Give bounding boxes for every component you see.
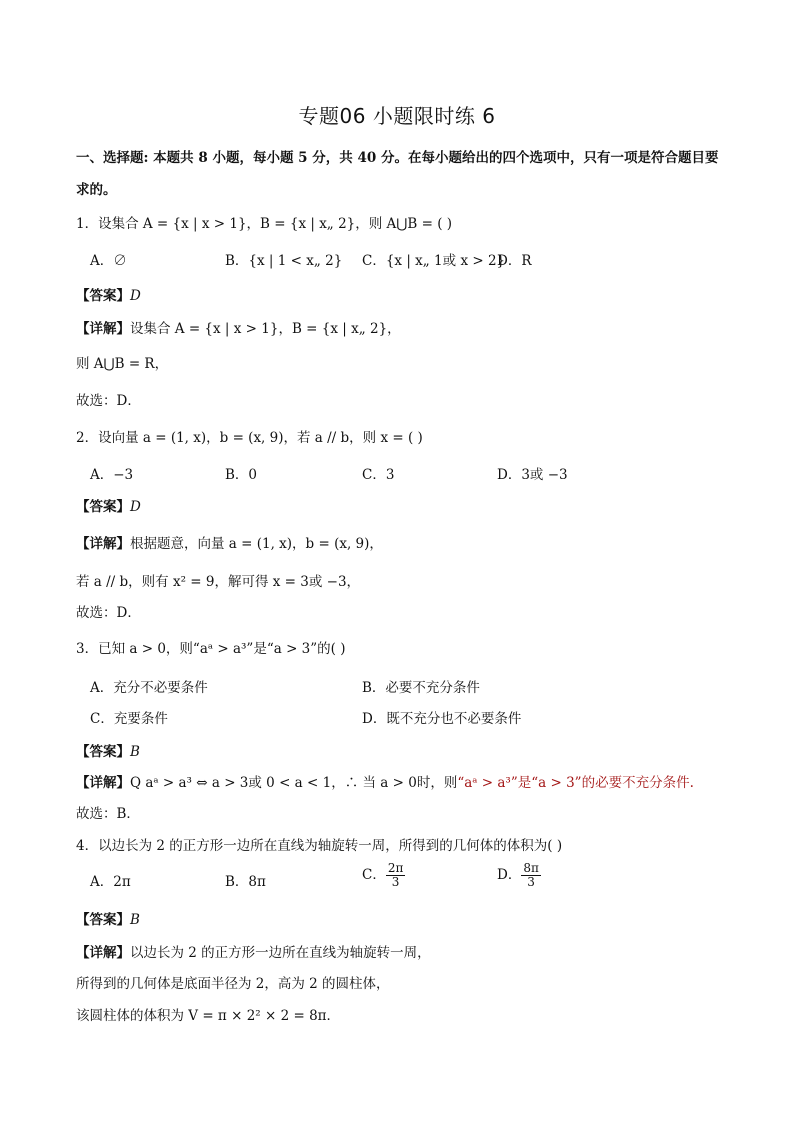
answer-tag: 【答案】 — [76, 744, 130, 760]
q4-option-d-fraction — [521, 862, 541, 889]
q2-option-c: C．3 — [362, 467, 395, 483]
q1-answer-line — [76, 284, 141, 304]
q1-option-b: B．{x | 1 < x„ 2} — [225, 253, 343, 269]
q2-detail-text: 根据题意，向量 a = (1, x)，b = (x, 9)， — [130, 536, 383, 552]
fraction-numerator: 2π — [387, 861, 404, 875]
q4-option-d-label: D． — [497, 867, 522, 883]
q2-stem: 2．设向量 a = (1, x)，b = (x, 9)，若 a // b，则 x = ( ) — [76, 430, 423, 446]
q4-detail-line3: 该圆柱体的体积为 V = π × 2² × 2 = 8π． — [76, 1008, 341, 1024]
answer-tag: 【答案】 — [76, 288, 130, 304]
q2-option-a: A．−3 — [90, 467, 134, 483]
q3-detail-text: Q aᵃ > a³ ⇔ a > 3或 0 < a < 1，∴ 当 a > 0时，则 — [130, 775, 458, 791]
answer-tag: 【答案】 — [76, 912, 130, 928]
q1-detail-text: 设集合 A = {x | x > 1}，B = {x | x„ 2}， — [130, 321, 401, 337]
q1-option-c: C．{x | x„ 1或 x > 2} — [362, 253, 506, 269]
detail-tag: 【详解】 — [76, 536, 130, 552]
q1-detail-line1 — [76, 317, 401, 337]
q2-option-b: B．0 — [225, 467, 258, 483]
q1-option-d: D．R — [497, 253, 532, 269]
q4-answer: B — [130, 912, 140, 928]
q2-detail-line2: 若 a // b，则有 x² = 9，解可得 x = 3或 −3， — [76, 574, 361, 590]
q4-option-b: B．8π — [225, 874, 266, 890]
q4-detail-text: 以边长为 2 的正方形一边所在直线为轴旋转一周， — [130, 945, 431, 961]
q4-detail-line1 — [76, 941, 431, 961]
q1-stem: 1．设集合 A = {x | x > 1}，B = {x | x„ 2}，则 A⋃B = ( ) — [76, 216, 453, 232]
q1-answer: D — [130, 288, 141, 304]
q2-option-d: D．3或 −3 — [497, 467, 568, 483]
fraction-denominator: 3 — [391, 875, 400, 889]
q3-detail-highlight: “aᵃ > a³”是“a > 3”的必要不充分条件. — [457, 775, 694, 791]
q3-answer-line — [76, 740, 140, 760]
q4-option-c — [362, 862, 405, 889]
q4-detail-line2: 所得到的几何体是底面半径为 2，高为 2 的圆柱体， — [76, 976, 390, 992]
q4-stem: 4．以边长为 2 的正方形一边所在直线为轴旋转一周，所得到的几何体的体积为( ) — [76, 838, 563, 854]
section-header-line2: 求的。 — [76, 182, 117, 198]
q3-option-c: C．充要条件 — [90, 711, 168, 727]
q3-answer: B — [130, 744, 140, 760]
detail-tag: 【详解】 — [76, 775, 130, 791]
q3-detail-line1 — [76, 771, 694, 791]
q2-answer: D — [130, 499, 141, 515]
q4-answer-line — [76, 908, 140, 928]
q2-answer-line — [76, 495, 141, 515]
q1-detail-line2: 则 A⋃B = R， — [76, 356, 169, 372]
q4-option-c-fraction — [386, 862, 406, 889]
q3-option-b: B．必要不充分条件 — [362, 680, 480, 696]
q2-detail-line1 — [76, 532, 383, 552]
q2-detail-line3: 故选：D． — [76, 605, 141, 621]
q3-detail-line2: 故选：B． — [76, 806, 140, 822]
q4-option-a: A．2π — [90, 874, 131, 890]
fraction-numerator: 8π — [523, 861, 539, 875]
q3-option-a: A．充分不必要条件 — [90, 680, 208, 696]
page-title: 专题06 小题限时练 6 — [298, 104, 496, 128]
detail-tag: 【详解】 — [76, 945, 130, 961]
q3-stem: 3．已知 a > 0，则“aᵃ > a³”是“a > 3”的( ) — [76, 641, 346, 657]
q4-option-c-label: C． — [362, 867, 386, 883]
detail-tag: 【详解】 — [76, 321, 130, 337]
fraction-denominator: 3 — [527, 875, 535, 889]
q1-detail-line3: 故选：D． — [76, 393, 141, 409]
q1-option-a: A．∅ — [90, 253, 127, 269]
answer-tag: 【答案】 — [76, 499, 130, 515]
q4-option-d — [497, 862, 541, 889]
section-header-line1: 一、选择题: 本题共 8 小题，每小题 5 分，共 40 分。在每小题给出的四个选项中，只有一项是符合题目要 — [76, 150, 719, 166]
q3-option-d: D．既不充分也不必要条件 — [362, 711, 522, 727]
